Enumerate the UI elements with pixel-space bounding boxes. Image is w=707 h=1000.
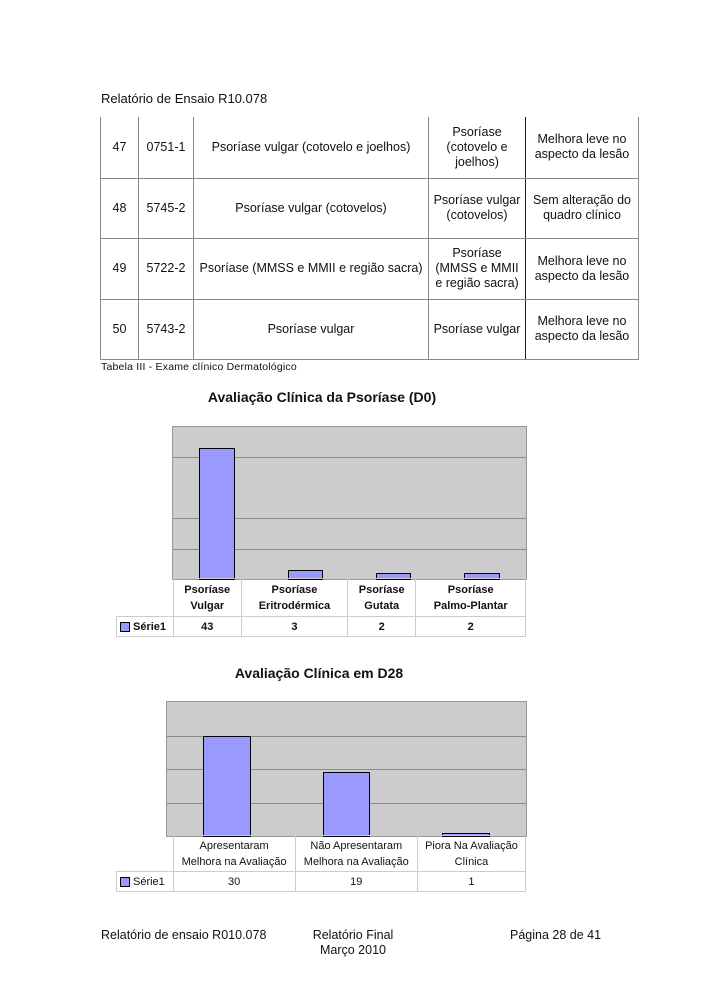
legend-swatch-icon [120,877,130,887]
data-value: 1 [417,872,525,892]
category-label-line: Apresentaram [199,839,269,852]
category-label [417,836,525,872]
data-value: 30 [173,872,295,892]
chart2-plot-area [166,701,527,837]
legend-label: Série1 [133,620,167,633]
category-label-line: Vulgar [190,599,225,612]
table-cell-n: 47 [101,117,139,178]
category-label-line: Palmo-Plantar [433,599,508,612]
table-cell-code: 5722-2 [139,238,194,299]
table-cell-d28: Sem alteração do quadro clínico [526,178,639,238]
table-row [101,178,639,238]
table-cell-code: 0751-1 [139,117,194,178]
category-label-line: Clínica [454,855,489,868]
chart2-title: Avaliação Clínica em D28 [234,665,404,681]
bar-1 [199,448,234,580]
table-cell-d0: Psoríase (cotovelo e joelhos) [429,117,526,178]
footer-left: Relatório de ensaio R010.078 [101,928,267,942]
legend-entry [117,872,174,892]
empty-cell [117,836,174,872]
data-value: 19 [295,872,417,892]
bar-1 [203,736,251,838]
category-label-line: Psoríase [184,583,231,596]
table-cell-d0: Psoríase vulgar [429,299,526,359]
table-cell-diagnosis: Psoríase (MMSS e MMII e região sacra) [194,238,429,299]
table-cell-d28: Melhora leve no aspecto da lesão [526,299,639,359]
chart2-data-table [116,835,526,892]
category-label-line: Gutata [364,599,400,612]
chart1-title: Avaliação Clínica da Psoríase (D0) [207,389,437,405]
bar-2 [323,772,371,837]
category-label-line: Piora Na Avaliação [425,839,518,852]
category-label-line: Psoríase [447,583,494,596]
data-value: 2 [416,617,526,637]
table-cell-n: 48 [101,178,139,238]
table-caption: Tabela III - Exame clínico Dermatológico [101,361,297,373]
table-cell-code: 5745-2 [139,178,194,238]
table-cell-d0: Psoríase (MMSS e MMII e região sacra) [429,238,526,299]
table-cell-n: 49 [101,238,139,299]
table-cell-diagnosis: Psoríase vulgar (cotovelos) [194,178,429,238]
page-header: Relatório de Ensaio R10.078 [101,91,268,106]
legend-label: Série1 [133,875,165,888]
category-label-line: Melhora na Avaliação [181,855,287,868]
chart1-plot-area [172,426,527,580]
table-cell-code: 5743-2 [139,299,194,359]
category-label [295,836,417,872]
category-label-line: Não Apresentaram [310,839,403,852]
category-label-line: Eritrodérmica [258,599,331,612]
category-label [241,579,347,617]
clinical-exam-table [100,117,639,360]
footer-center [298,928,408,958]
data-value: 43 [173,617,241,637]
table-row [101,238,639,299]
category-label-line: Melhora na Avaliação [303,855,409,868]
data-value: 2 [347,617,415,637]
data-value: 3 [241,617,347,637]
category-label [347,579,415,617]
footer-right: Página 28 de 41 [510,928,602,942]
chart1-data-table [116,578,526,637]
category-label-line: Psoríase [271,583,318,596]
table-cell-n: 50 [101,299,139,359]
table-row [101,117,639,178]
table-cell-d28: Melhora leve no aspecto da lesão [526,117,639,178]
table-cell-diagnosis: Psoríase vulgar (cotovelo e joelhos) [194,117,429,178]
category-label-line: Psoríase [358,583,405,596]
category-label [173,579,241,617]
table-cell-d28: Melhora leve no aspecto da lesão [526,238,639,299]
legend-entry [117,617,174,637]
table-cell-d0: Psoríase vulgar (cotovelos) [429,178,526,238]
category-label [416,579,526,617]
empty-cell [117,579,174,617]
category-label [173,836,295,872]
table-row [101,299,639,359]
footer-center-line2: Março 2010 [319,943,386,957]
legend-swatch-icon [120,622,130,632]
footer-center-line1: Relatório Final [312,928,394,942]
table-cell-diagnosis: Psoríase vulgar [194,299,429,359]
